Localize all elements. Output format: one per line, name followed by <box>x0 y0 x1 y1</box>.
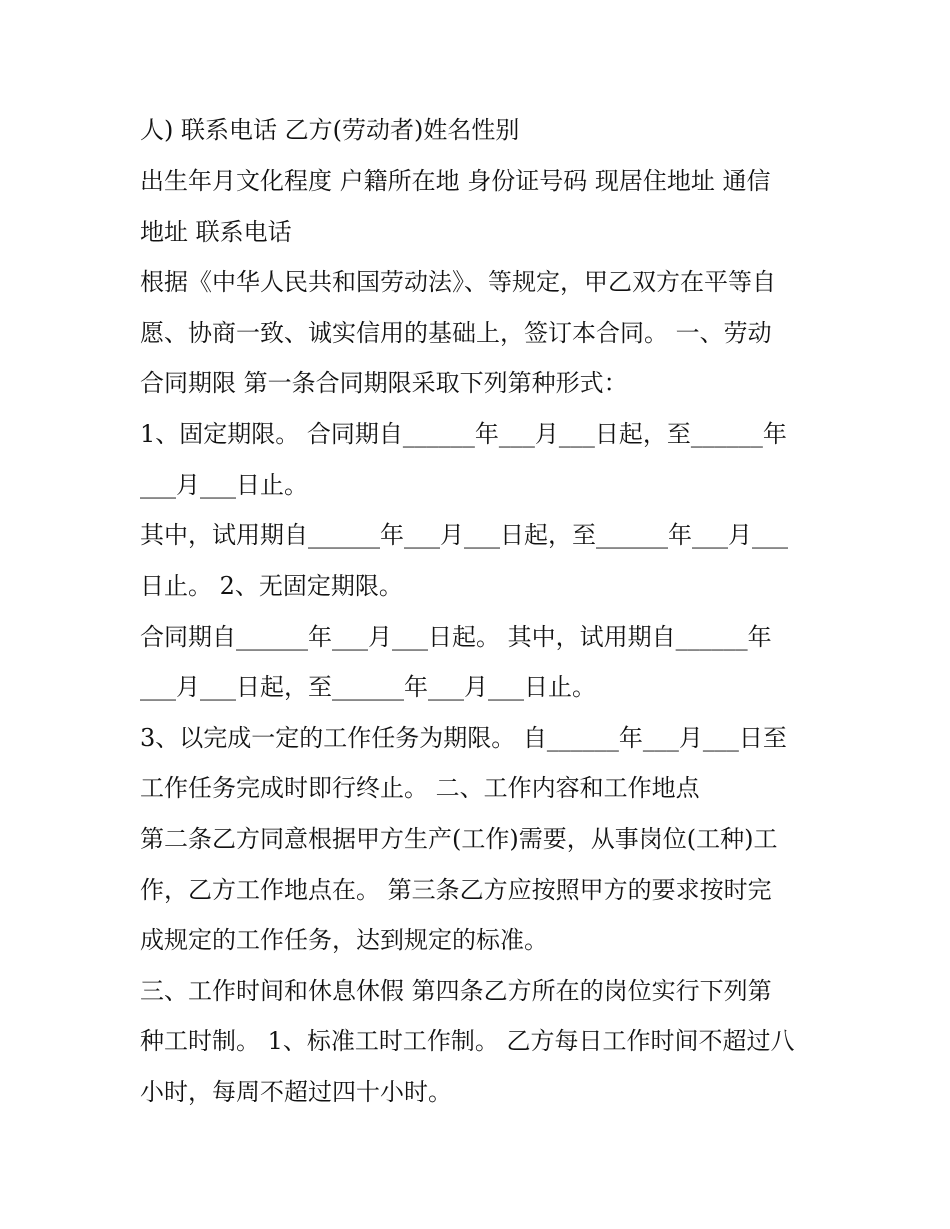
text-line: 合同期自______年___月___日起。 其中，试用期自______年 <box>140 623 772 651</box>
text-line: 合同期限 第一条合同期限采取下列第种形式： <box>140 369 628 397</box>
text-line: 工作任务完成时即行终止。 二、工作内容和工作地点 <box>140 774 700 802</box>
text-line: 小时，每周不超过四十小时。 <box>140 1078 452 1106</box>
text-line: 三、工作时间和休息休假 第四条乙方所在的岗位实行下列第 <box>140 977 772 1005</box>
text-line: 1、固定期限。 合同期自______年___月___日起，至______年 <box>140 420 787 448</box>
text-line: 地址 联系电话 <box>140 218 292 246</box>
text-line: 根据《中华人民共和国劳动法》、等规定，甲乙双方在平等自 <box>140 268 776 296</box>
text-line: 愿、协商一致、诚实信用的基础上，签订本合同。 一、劳动 <box>140 319 772 347</box>
text-line: 出生年月文化程度 户籍所在地 身份证号码 现居住地址 通信 <box>140 167 771 195</box>
text-line: ___月___日起，至______年___月___日止。 <box>140 673 596 701</box>
text-line: 成规定的工作任务，达到规定的标准。 <box>140 926 548 954</box>
text-line: 种工时制。 1、标准工时工作制。 乙方每日工作时间不超过八 <box>140 1027 795 1055</box>
text-line: 日止。 2、无固定期限。 <box>140 572 403 600</box>
text-line: 其中，试用期自______年___月___日起，至______年___月___ <box>140 521 788 549</box>
text-line: 人) 联系电话 乙方(劳动者)姓名性别 <box>140 116 520 144</box>
text-line: 作，乙方工作地点在。 第三条乙方应按照甲方的要求按时完 <box>140 876 772 904</box>
text-line: ___月___日止。 <box>140 471 308 499</box>
text-line: 3、以完成一定的工作任务为期限。 自______年___月___日至 <box>140 724 787 752</box>
text-line: 第二条乙方同意根据甲方生产(工作)需要，从事岗位(工种)工 <box>140 825 778 853</box>
